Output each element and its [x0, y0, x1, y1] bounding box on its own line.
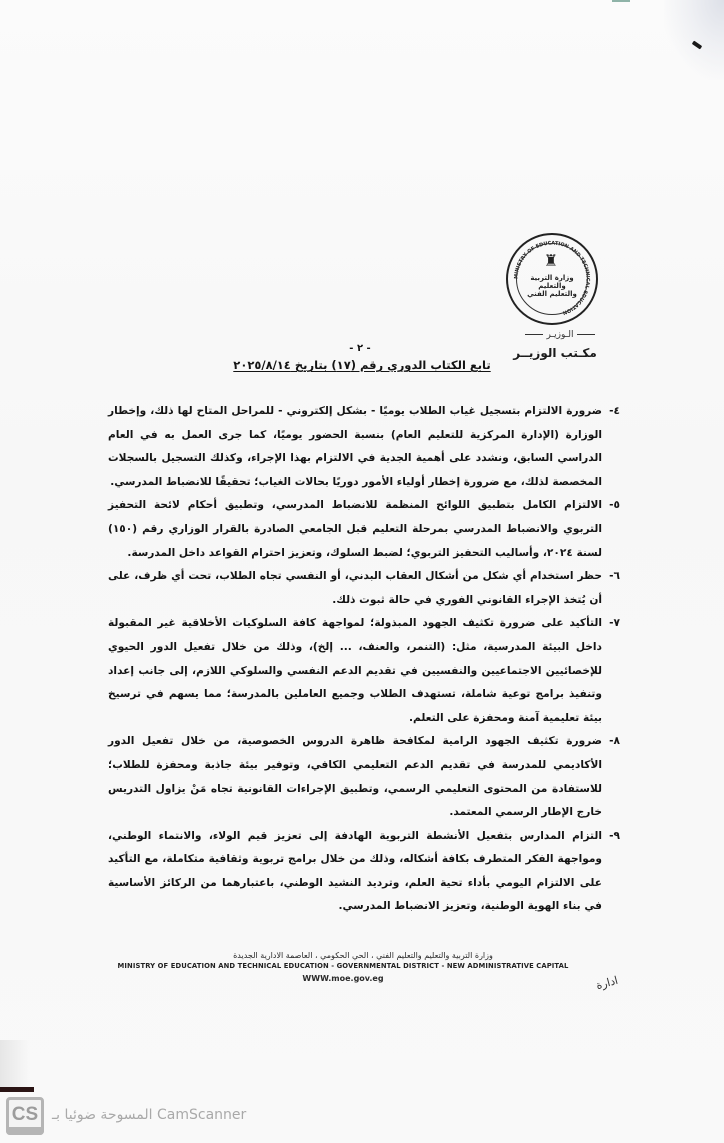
footer-address-arabic: وزارة التربية والتعليم والتعليم الفني ، الحي الحكومي ، العاصمة الادارية الجديدة — [233, 951, 493, 960]
eagle-emblem-icon: ♜ — [543, 251, 559, 270]
circular-reference-title: تابع الكتاب الدوري رقم (١٧) بتاريخ ٢٠٢٥/٨/١٤ — [233, 358, 491, 372]
scan-edge-artifact — [0, 1087, 34, 1092]
item-text: التزام المدارس بتفعيل الأنشطة التربوية الهادفة إلى تعزيز قيم الولاء، والانتماء الوطني، ومواجهة الفكر المتطرف بكافة أشكاله، وذلك من خلال برامج تربوية وثقافية متكاملة، مع التأكيد على الالتزام اليومي بأداء تحية العلم، وترديد النشيد الوطني، باعتبارهما من الركائز الأساسية في بناء الهوية الوطنية، وتعزيز الانضباط المدرسي. — [108, 829, 602, 913]
camscanner-watermark-label: المسوحة ضوئيا بـ CamScanner — [52, 1107, 247, 1123]
handwritten-initials: ادارة — [594, 973, 620, 993]
list-item — [108, 730, 620, 824]
item-number: ٧- — [609, 617, 620, 630]
camscanner-logo-icon: CS — [6, 1097, 44, 1135]
item-number: ٤- — [609, 405, 620, 417]
item-text: الالتزام الكامل بتطبيق اللوائح المنظمة للانضباط المدرسي، وتطبيق أحكام لائحة التحفيز التربوي والانضباط المدرسي بمرحلة التعليم قبل الجامعي الصادرة بالقرار الوزاري رقم (١٥٠) لسنة ٢٠٢٤، وأساليب التحفيز التربوي؛ لضبط السلوك، وتعزيز احترام القواعد داخل المدرسة. — [108, 499, 602, 559]
item-number: ٨- — [609, 735, 620, 748]
footer-website-link[interactable]: WWW.moe.gov.eg — [302, 974, 384, 983]
minister-office-label: مكـتب الوزيــر — [513, 346, 597, 360]
seal-arabic-text: وزارة التربية والتعليم والتعليم الفني — [527, 274, 577, 298]
list-item — [108, 825, 620, 919]
item-text: حظر استخدام أي شكل من أشكال العقاب البدني، أو النفسي تجاه الطلاب، تحت أي ظرف، على أن يُتخذ الإجراء القانوني الفوري في حالة ثبوت ذلك. — [108, 570, 602, 606]
footer-address-english: MINISTRY OF EDUCATION AND TECHNICAL EDUCATION - GOVERNMENTAL DISTRICT - NEW ADMINISTRATIVE CAPITAL — [117, 962, 569, 970]
minister-label: الـوزيـر — [515, 330, 605, 340]
list-item — [108, 612, 620, 730]
ministry-seal — [506, 233, 598, 325]
item-number: ٩- — [609, 829, 620, 842]
document-footer — [108, 950, 578, 986]
scan-artifact-mark — [612, 0, 630, 2]
item-number: ٦- — [609, 570, 620, 583]
item-number: ٥- — [609, 499, 620, 512]
seal-inner-ring — [516, 243, 588, 315]
page-number: - ٢ - — [349, 343, 371, 354]
svg-text:MINISTRY OF EDUCATION AND TECH: MINISTRY OF EDUCATION AND TECHNICAL EDUCATION — [513, 240, 591, 316]
list-item — [108, 494, 620, 565]
item-text: ضرورة الالتزام بتسجيل غياب الطلاب يوميًا - بشكل إلكتروني - للمراحل المتاح لها ذلك، وإخطار الوزارة (الإدارة المركزية للتعليم العام) بنسبة الحضور يوميًا، كما جرى العمل به في العام الدراسي السابق، ونشدد على أهمية الجدية في الالتزام بهذا الإجراء، وكذلك التسجيل بالسجلات المخصصة لذلك، مع ضرورة إخطار أولياء الأمور دوريًا بحالات الغياب؛ تحقيقًا للانضباط المدرسي. — [108, 405, 602, 488]
item-text: ضرورة تكثيف الجهود الرامية لمكافحة ظاهرة الدروس الخصوصية، من خلال تفعيل الدور الأكاديمي للمدرسة في تقديم الدعم التعليمي الكافي، وتوفير بيئة جاذبة ومحفزة للطلاب؛ للاستفادة من المحتوى التعليمي الرسمي، وتطبيق الإجراءات القانونية تجاه مَنْ يزاول التدريس خارج الإطار الرسمي المعتمد. — [108, 735, 602, 819]
item-text: التأكيد على ضرورة تكثيف الجهود المبذولة؛ لمواجهة كافة السلوكيات الأخلاقية غير المقبولة داخل البيئة المدرسية، مثل: (التنمر، والعنف، ... إلخ)، وذلك من خلال تفعيل الدور الحيوي للإخصائيين الاجتماعيين والنفسيين في تقديم الدعم النفسي والسلوكي اللازم، إلى جانب إعداد وتنفيذ برامج توعية شاملة، تستهدف الطلاب وجميع العاملين بالمدرسة؛ مما يسهم في ترسيخ بيئة تعليمية آمنة ومحفزة على التعلم. — [108, 617, 602, 724]
list-item — [108, 400, 620, 494]
scan-edge-shadow — [0, 1040, 30, 1087]
list-item — [108, 565, 620, 612]
document-body — [108, 400, 620, 919]
